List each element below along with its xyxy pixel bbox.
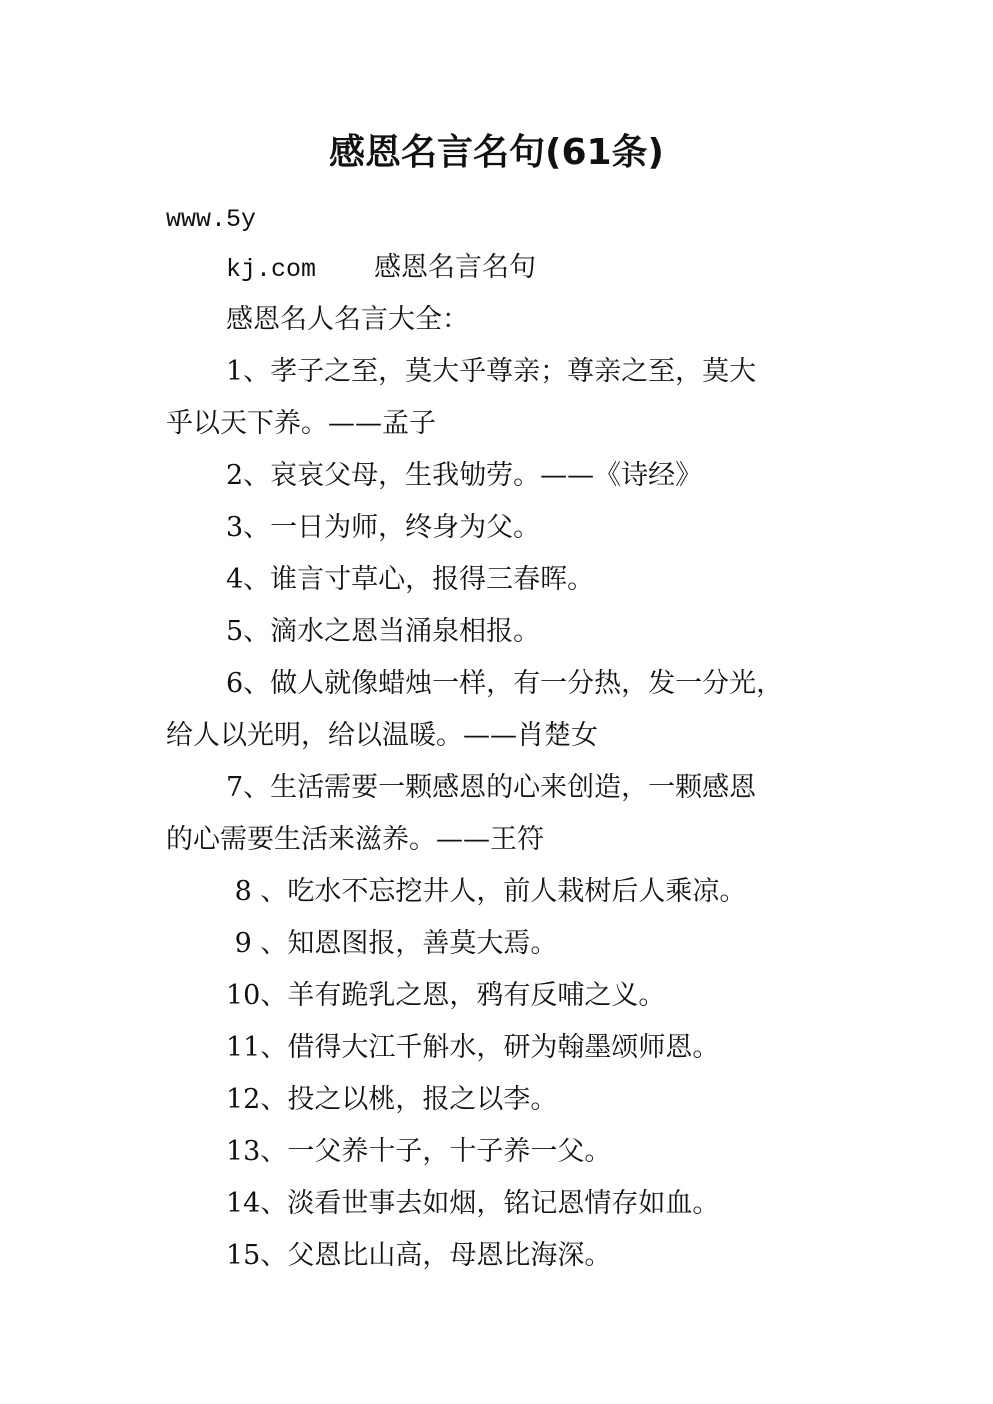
quote-line: 15、父恩比山高，母恩比海深。: [226, 1240, 612, 1271]
url-part1: www.5y: [166, 205, 257, 234]
quote-line: 14、淡看世事去如烟，铭记恩情存如血。: [226, 1188, 720, 1219]
subtitle: 感恩名言名句: [374, 252, 537, 283]
url-subtitle-line: [226, 248, 536, 290]
quote-line: 的心需要生活来滋养。——王符: [166, 824, 544, 855]
quote-line: 6、做人就像蜡烛一样，有一分热，发一分光，: [226, 668, 784, 699]
quote-line: 11、借得大江千斛水，研为翰墨颂师恩。: [226, 1032, 720, 1063]
quote-line: 给人以光明，给以温暖。——肖楚女: [166, 720, 598, 751]
section-heading: 感恩名人名言大全：: [226, 304, 469, 335]
document-title: 感恩名言名句(61条): [328, 132, 664, 173]
quote-line: 4、谁言寸草心，报得三春晖。: [226, 564, 595, 595]
quote-line: 乎以天下养。——孟子: [166, 408, 436, 439]
quote-line: 8 、吃水不忘挖井人，前人栽树后人乘凉。: [226, 876, 747, 907]
quote-line: 9 、知恩图报，善莫大焉。: [226, 928, 558, 959]
quote-line: 2、哀哀父母，生我劬劳。——《诗经》: [226, 460, 703, 491]
quote-line: 3、一日为师，终身为父。: [226, 512, 541, 543]
quote-line: 1、孝子之至，莫大乎尊亲；尊亲之至，莫大: [226, 356, 757, 387]
url-part2: kj.com: [226, 255, 317, 284]
quote-line: 7、生活需要一颗感恩的心来创造，一颗感恩: [226, 772, 757, 803]
quote-line: 13、一父养十子，十子养一父。: [226, 1136, 612, 1167]
quote-line: 10、羊有跪乳之恩，鸦有反哺之义。: [226, 980, 666, 1011]
quote-line: 5、滴水之恩当涌泉相报。: [226, 616, 541, 647]
quote-line: 12、投之以桃，报之以李。: [226, 1084, 558, 1115]
